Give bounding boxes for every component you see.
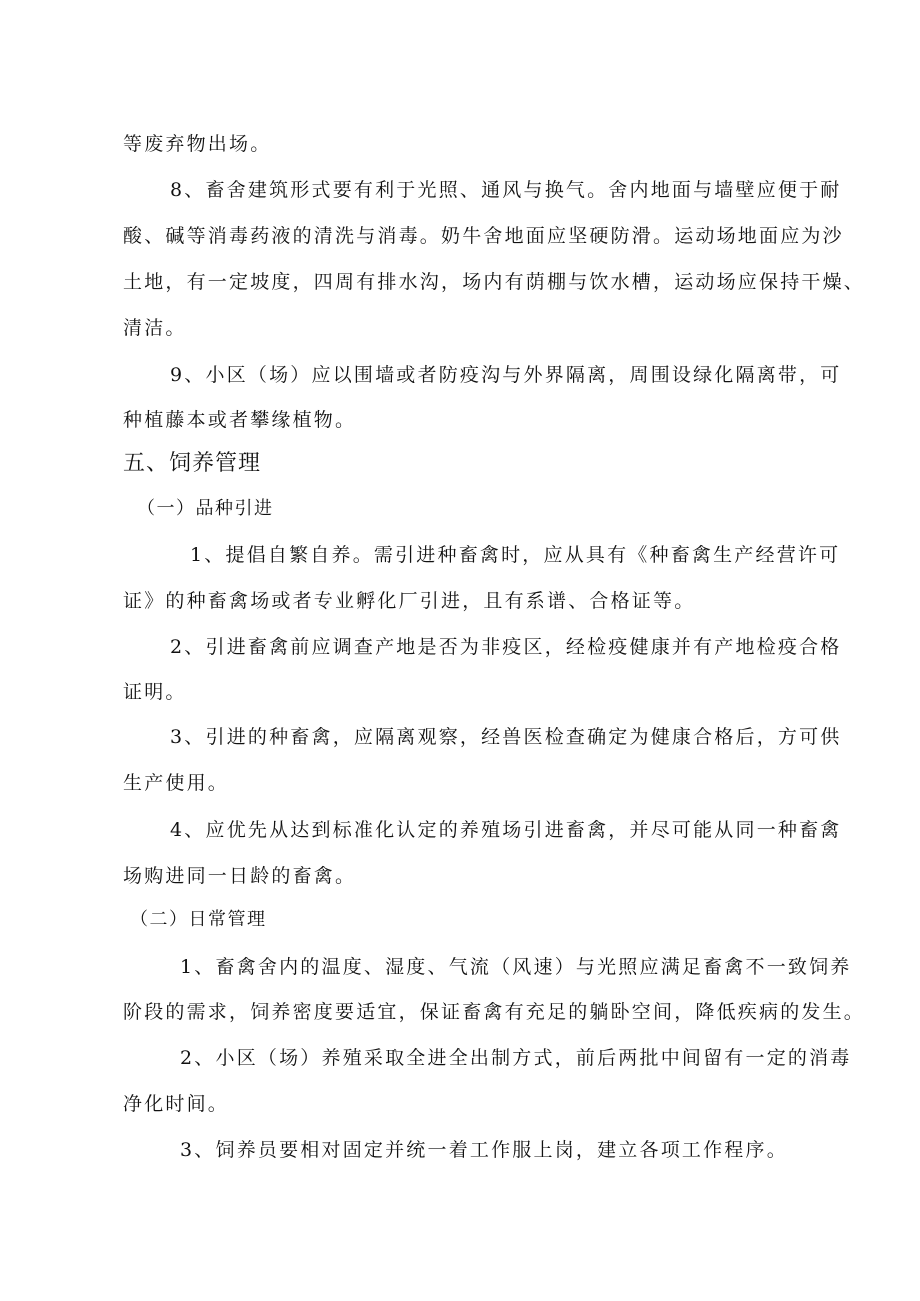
text-line: 净化时间。 bbox=[123, 1093, 230, 1115]
text-line: 1、提倡自繁自养。需引进种畜禽时，应从具有《种畜禽生产经营许可 bbox=[190, 544, 841, 566]
subsection-heading: （一）品种引进 bbox=[137, 498, 274, 519]
text-line: 场购进同一日龄的畜禽。 bbox=[123, 865, 357, 887]
text-line: 2、引进畜禽前应调查产地是否为非疫区，经检疫健康并有产地检疫合格 bbox=[170, 636, 842, 658]
text-line: 酸、碱等消毒药液的清洗与消毒。奶牛舍地面应坚硬防滑。运动场地面应为沙 bbox=[123, 225, 844, 247]
text-line: 种植藤本或者攀缘植物。 bbox=[123, 409, 357, 431]
text-line: 8、畜舍建筑形式要有利于光照、通风与换气。舍内地面与墙壁应便于耐 bbox=[170, 179, 842, 201]
text-line: 证明。 bbox=[123, 681, 187, 703]
text-line: 2、小区（场）养殖采取全进全出制方式，前后两批中间留有一定的消毒 bbox=[180, 1047, 852, 1069]
text-line: 3、饲养员要相对固定并统一着工作服上岗，建立各项工作程序。 bbox=[180, 1139, 788, 1161]
text-line: 土地，有一定坡度，四周有排水沟，场内有荫棚与饮水槽，运动场应保持干燥、 bbox=[123, 271, 866, 293]
text-line: 1、畜禽舍内的温度、湿度、气流（风速）与光照应满足畜禽不一致饲养 bbox=[180, 956, 852, 978]
section-heading: 五、饲养管理 bbox=[123, 451, 262, 476]
text-line: 4、应优先从达到标准化认定的养殖场引进畜禽，并尽可能从同一种畜禽 bbox=[170, 819, 842, 841]
text-line: 清洁。 bbox=[123, 317, 187, 339]
text-line: 阶段的需求，饲养密度要适宜，保证畜禽有充足的躺卧空间，降低疾病的发生。 bbox=[123, 1001, 866, 1023]
text-line: 3、引进的种畜禽，应隔离观察，经兽医检查确定为健康合格后，方可供 bbox=[170, 726, 842, 748]
subsection-heading: （二）日常管理 bbox=[130, 909, 267, 930]
text-line: 生产使用。 bbox=[123, 772, 230, 794]
text-line: 9、小区（场）应以围墙或者防疫沟与外界隔离，周围设绿化隔离带，可 bbox=[170, 364, 842, 386]
text-line: 证》的种畜禽场或者专业孵化厂引进，且有系谱、合格证等。 bbox=[123, 590, 696, 612]
text-line: 等废弃物出场。 bbox=[123, 133, 272, 155]
